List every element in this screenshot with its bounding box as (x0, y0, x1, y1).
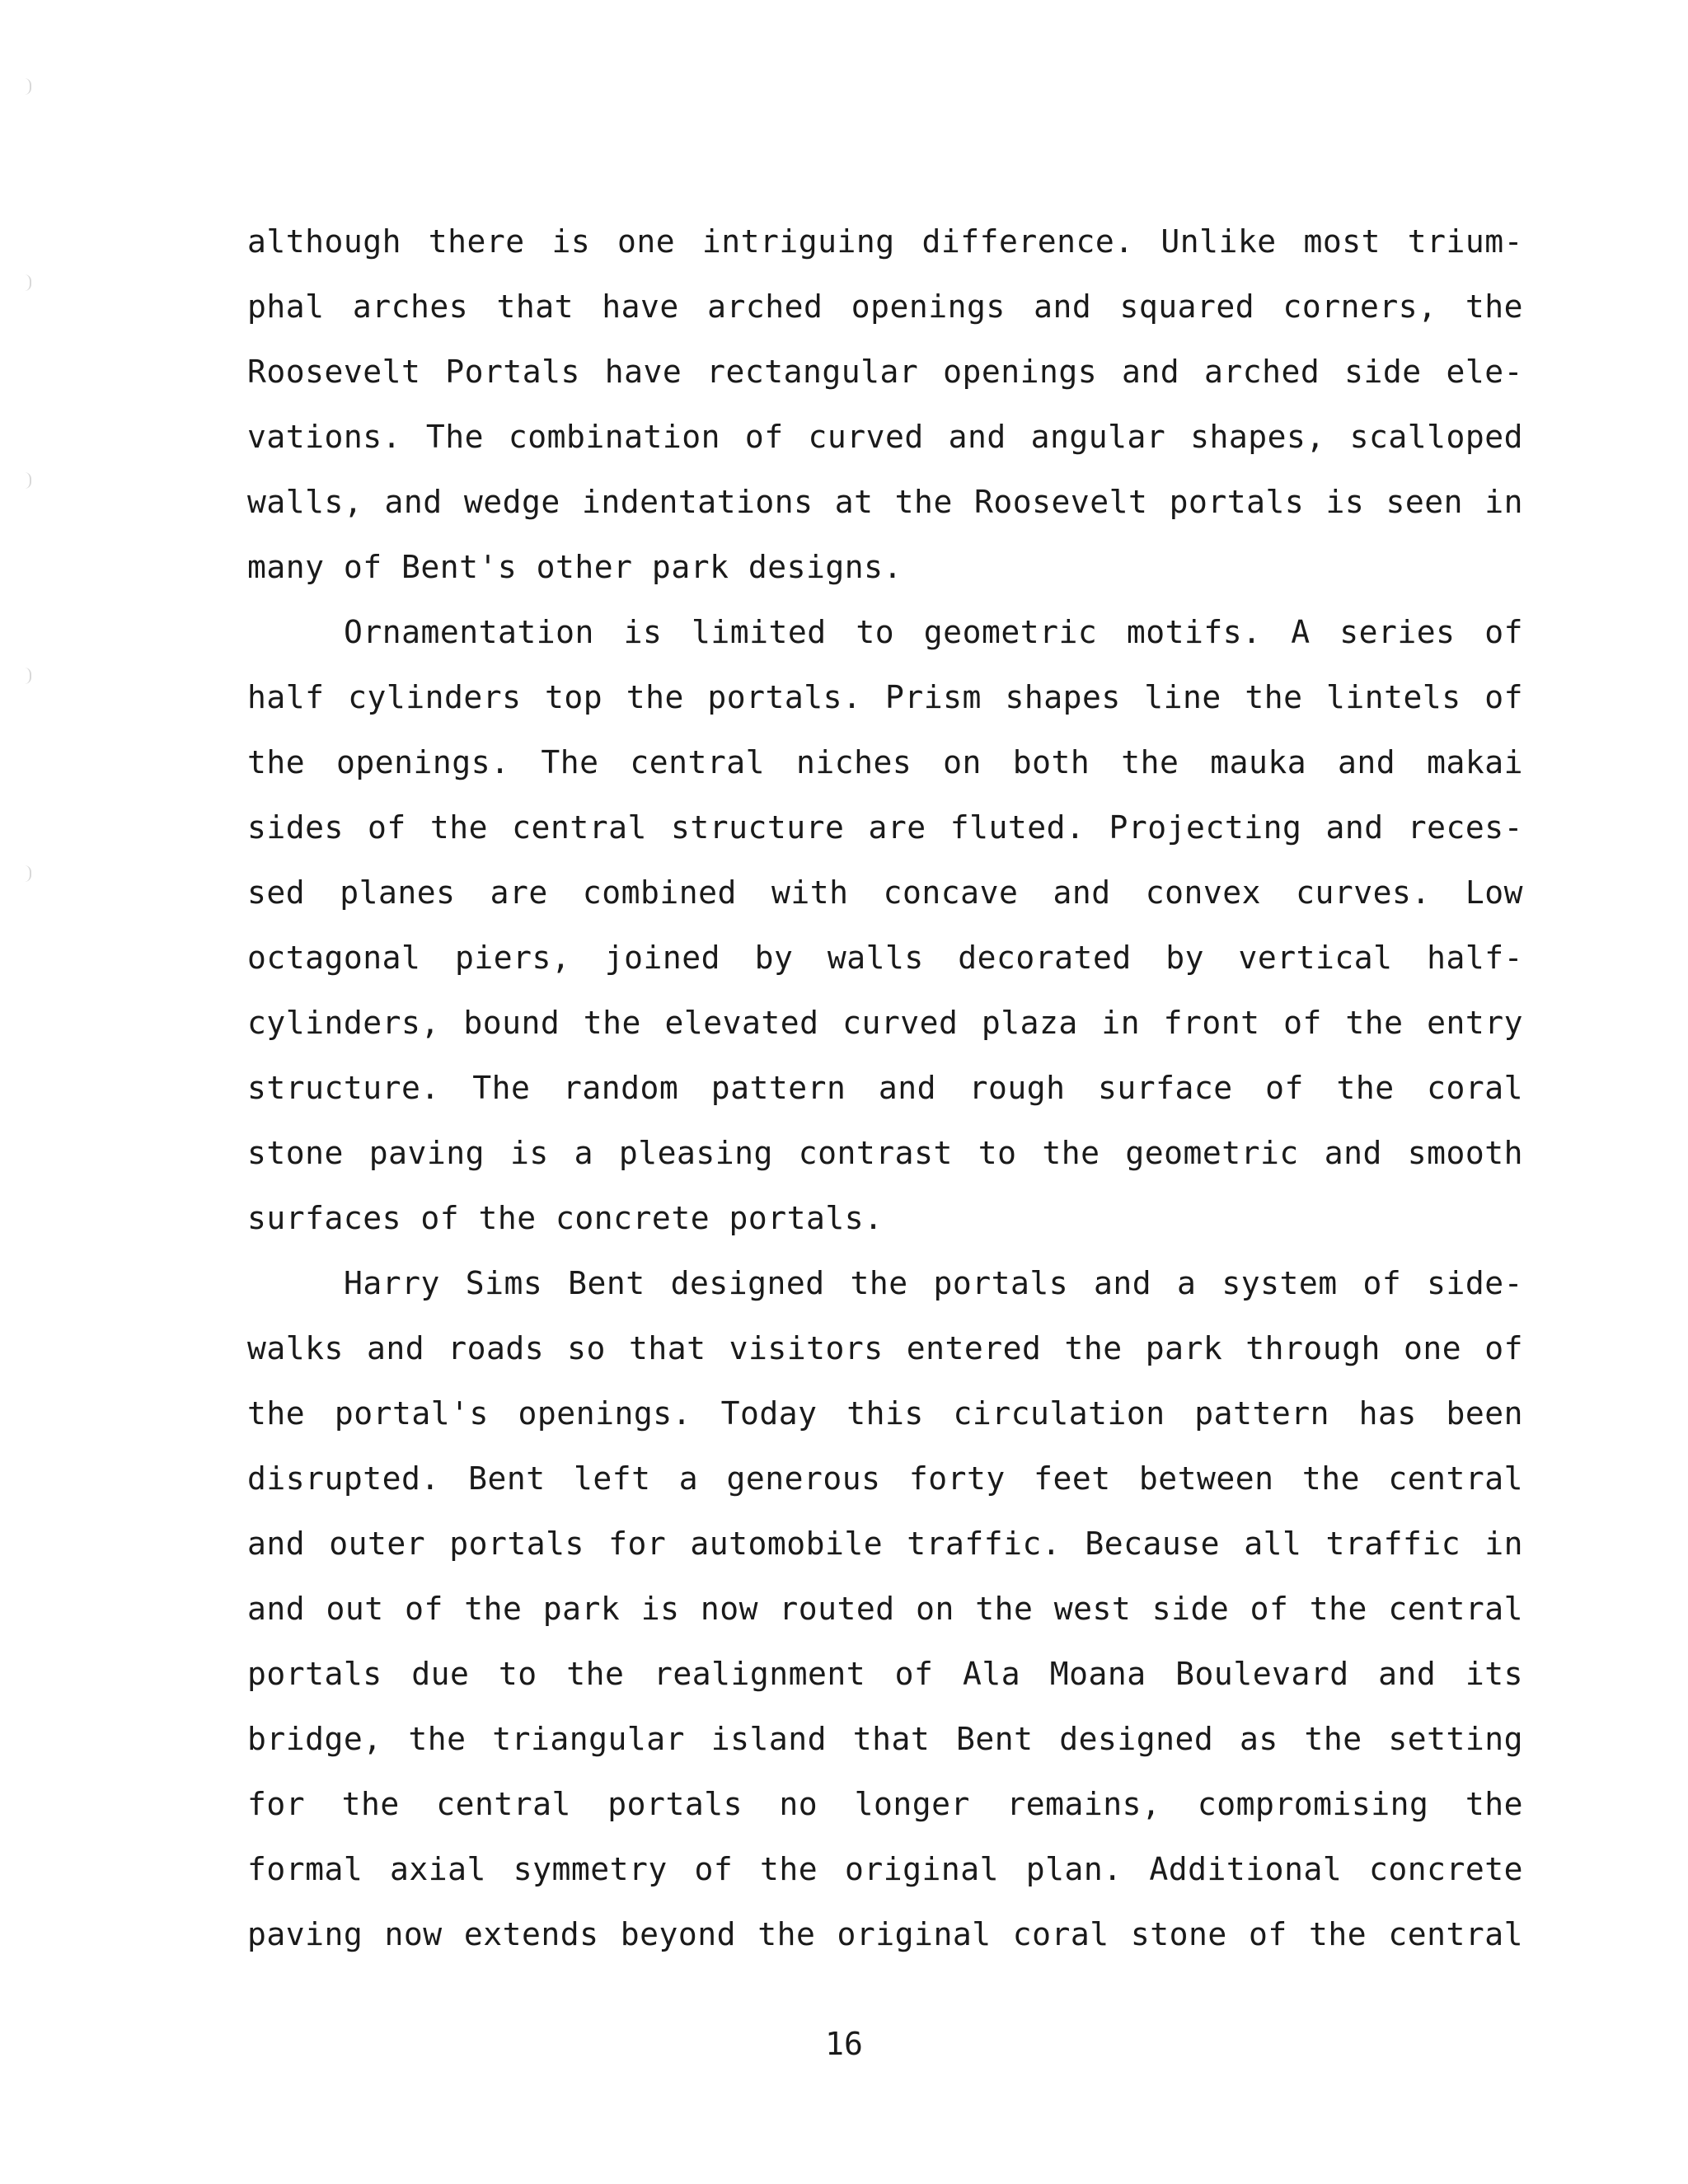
text-line: and out of the park is now routed on the west side of the central (247, 1591, 1523, 1627)
paragraph (247, 600, 1523, 1251)
text-line: although there is one intriguing difference. Unlike most trium- (247, 223, 1523, 260)
text-line: walls, and wedge indentations at the Roosevelt portals is seen in (247, 484, 1523, 520)
page-number: 16 (825, 2026, 863, 2062)
binding-hole-mark (25, 472, 31, 489)
text-line: walks and roads so that visitors entered the park through one of (247, 1330, 1523, 1366)
text-line: surfaces of the concrete portals. (247, 1200, 884, 1236)
text-line: Ornamentation is limited to geometric motifs. A series of (344, 614, 1523, 650)
binding-hole-mark (25, 78, 31, 95)
text-line: portals due to the realignment of Ala Moana Boulevard and its (247, 1656, 1523, 1692)
text-line: for the central portals no longer remains, compromising the (247, 1786, 1523, 1822)
text-line: Harry Sims Bent designed the portals and a system of side- (344, 1265, 1523, 1301)
text-line: vations. The combination of curved and angular shapes, scalloped (247, 419, 1523, 455)
paragraph (247, 209, 1523, 600)
binding-hole-mark (25, 668, 31, 684)
text-line: octagonal piers, joined by walls decorated by vertical half- (247, 940, 1523, 976)
text-line: sed planes are combined with concave and convex curves. Low (247, 874, 1523, 911)
binding-hole-mark (25, 274, 31, 291)
text-line: cylinders, bound the elevated curved plaza in front of the entry (247, 1005, 1523, 1041)
paragraph (247, 1251, 1523, 1967)
text-line: disrupted. Bent left a generous forty feet between the central (247, 1460, 1523, 1497)
text-line: structure. The random pattern and rough surface of the coral (247, 1070, 1523, 1106)
text-line: stone paving is a pleasing contrast to the geometric and smooth (247, 1135, 1523, 1171)
body-text (247, 209, 1523, 1967)
text-line: Roosevelt Portals have rectangular openings and arched side ele- (247, 354, 1523, 390)
text-line: bridge, the triangular island that Bent designed as the setting (247, 1721, 1523, 1757)
text-line: phal arches that have arched openings and squared corners, the (247, 288, 1523, 325)
binding-hole-mark (25, 865, 31, 882)
text-line: formal axial symmetry of the original plan. Additional concrete (247, 1851, 1523, 1887)
text-line: the openings. The central niches on both the mauka and makai (247, 744, 1523, 780)
text-line: paving now extends beyond the original coral stone of the central (247, 1916, 1523, 1952)
text-line: and outer portals for automobile traffic. Because all traffic in (247, 1526, 1523, 1562)
text-line: many of Bent's other park designs. (247, 549, 903, 585)
text-line: the portal's openings. Today this circulation pattern has been (247, 1395, 1523, 1432)
text-line: sides of the central structure are fluted. Projecting and reces- (247, 809, 1523, 846)
text-line: half cylinders top the portals. Prism shapes line the lintels of (247, 679, 1523, 715)
